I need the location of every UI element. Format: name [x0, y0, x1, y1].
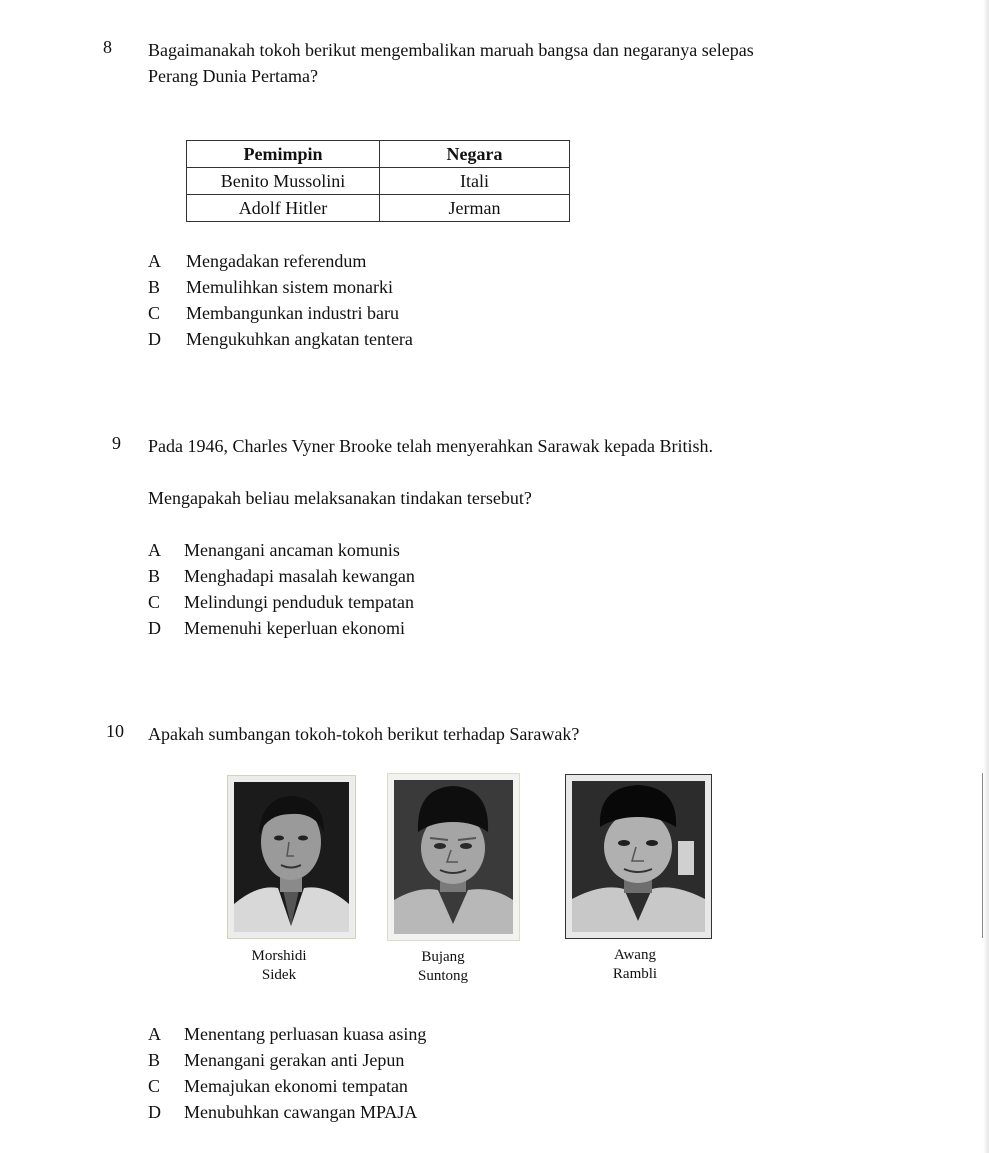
option-c[interactable] — [148, 300, 399, 326]
portrait-illustration — [388, 774, 519, 940]
option-letter: C — [148, 1076, 161, 1096]
option-c[interactable] — [148, 589, 414, 615]
question-text — [148, 37, 754, 89]
option-text: Memajukan ekonomi tempatan — [184, 1076, 408, 1096]
option-letter: B — [148, 1050, 161, 1070]
portrait-illustration — [566, 775, 711, 938]
option-letter: B — [148, 277, 161, 297]
option-letter: D — [148, 1102, 161, 1122]
leaders-table — [186, 140, 570, 222]
caption-line: Rambli — [612, 966, 658, 982]
figure-caption — [229, 947, 329, 985]
portrait-illustration — [228, 776, 355, 938]
question-text-line: Perang Dunia Pertama? — [148, 66, 318, 86]
portrait-photo — [565, 774, 712, 939]
option-text: Memulihkan sistem monarki — [186, 277, 393, 297]
option-a[interactable] — [148, 1021, 426, 1047]
table-header-row — [187, 141, 570, 168]
option-a[interactable] — [148, 537, 400, 563]
figure-caption — [393, 948, 493, 986]
option-text: Membangunkan industri baru — [186, 303, 399, 323]
question-text: Apakah sumbangan tokoh-tokoh berikut terhadap Sarawak? — [148, 724, 580, 744]
option-text: Mengadakan referendum — [186, 251, 367, 271]
option-a[interactable] — [148, 248, 366, 274]
table-cell: Benito Mussolini — [187, 168, 380, 195]
table-cell: Itali — [380, 168, 570, 195]
option-text: Menentang perluasan kuasa asing — [184, 1024, 427, 1044]
table-header: Negara — [380, 141, 570, 168]
option-text: Menghadapi masalah kewangan — [184, 566, 415, 586]
question-number: 10 — [106, 721, 124, 741]
option-letter: B — [148, 566, 161, 586]
table-header: Pemimpin — [187, 141, 380, 168]
option-text: Mengukuhkan angkatan tentera — [186, 329, 413, 349]
option-b[interactable] — [148, 274, 393, 300]
portrait-photo — [227, 775, 356, 939]
option-text: Memenuhi keperluan ekonomi — [184, 618, 405, 638]
option-c[interactable] — [148, 1073, 408, 1099]
figure-caption — [585, 946, 685, 984]
portrait-photo — [387, 773, 520, 941]
question-number: 9 — [112, 433, 121, 453]
option-letter: C — [148, 303, 161, 323]
option-letter: D — [148, 618, 161, 638]
caption-line: Sidek — [261, 967, 297, 983]
question-text: Pada 1946, Charles Vyner Brooke telah menyerahkan Sarawak kepada British. — [148, 436, 714, 456]
option-d[interactable] — [148, 326, 413, 352]
option-letter: A — [148, 1024, 161, 1044]
option-letter: A — [148, 251, 161, 271]
option-b[interactable] — [148, 1047, 404, 1073]
option-letter: D — [148, 329, 161, 349]
caption-line: Awang — [614, 947, 656, 963]
option-b[interactable] — [148, 563, 415, 589]
page-edge-shadow — [983, 0, 989, 1153]
page-edge-line — [982, 773, 983, 938]
table-cell: Jerman — [380, 195, 570, 222]
caption-line: Bujang — [421, 949, 465, 965]
question-text-line: Bagaimanakah tokoh berikut mengembalikan maruah bangsa dan negaranya selepas — [148, 40, 754, 60]
question-number: 8 — [103, 37, 112, 57]
option-d[interactable] — [148, 1099, 417, 1125]
option-text: Melindungi penduduk tempatan — [184, 592, 414, 612]
option-d[interactable] — [148, 615, 405, 641]
option-letter: A — [148, 540, 161, 560]
table-row — [187, 195, 570, 222]
table-cell: Adolf Hitler — [187, 195, 380, 222]
table-row — [187, 168, 570, 195]
caption-line: Morshidi — [251, 948, 307, 964]
option-text: Menangani ancaman komunis — [184, 540, 400, 560]
option-letter: C — [148, 592, 161, 612]
question-prompt: Mengapakah beliau melaksanakan tindakan tersebut? — [148, 488, 532, 508]
option-text: Menangani gerakan anti Jepun — [184, 1050, 405, 1070]
option-text: Menubuhkan cawangan MPAJA — [184, 1102, 418, 1122]
caption-line: Suntong — [417, 968, 468, 984]
